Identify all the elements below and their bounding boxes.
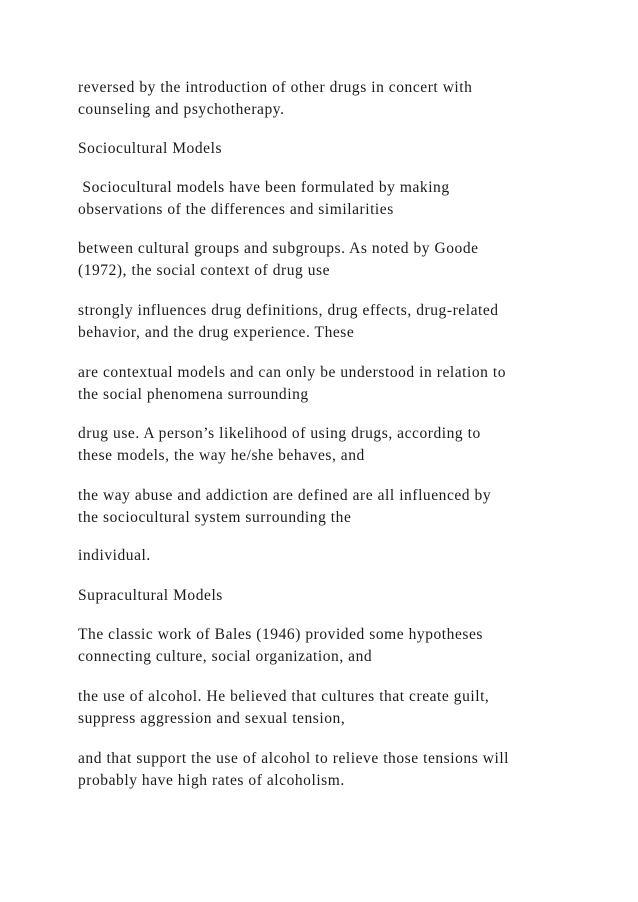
text-line: strongly influences drug definitions, drug effects, drug-related — [78, 302, 499, 319]
text-line: the way abuse and addiction are defined are all influenced by — [78, 487, 492, 504]
text-line: the use of alcohol. He believed that cultures that create guilt, — [78, 688, 490, 705]
paragraph — [78, 362, 618, 406]
text-line: are contextual models and can only be understood in relation to — [78, 364, 507, 381]
paragraph — [78, 177, 618, 221]
paragraph — [78, 238, 618, 282]
text-line: connecting culture, social organization, and — [78, 648, 373, 665]
text-line: The classic work of Bales (1946) provided some hypotheses — [78, 626, 483, 643]
section-heading-supracultural — [78, 585, 618, 607]
text-line: reversed by the introduction of other drugs in concert with — [78, 79, 473, 96]
text-line: probably have high rates of alcoholism. — [78, 772, 345, 789]
section-heading-sociocultural — [78, 138, 618, 160]
paragraph — [78, 545, 618, 567]
text-line: drug use. A person’s likelihood of using drugs, according to — [78, 425, 481, 442]
text-line: behavior, and the drug experience. These — [78, 324, 355, 341]
paragraph — [78, 77, 618, 121]
paragraph — [78, 748, 618, 792]
text-line: Supracultural Models — [78, 587, 223, 604]
text-line: individual. — [78, 547, 151, 564]
text-line: between cultural groups and subgroups. As noted by Goode — [78, 240, 479, 257]
text-line: observations of the differences and similarities — [78, 201, 394, 218]
text-line: suppress aggression and sexual tension, — [78, 710, 346, 727]
text-line: the social phenomena surrounding — [78, 386, 309, 403]
paragraph — [78, 686, 618, 730]
text-line: and that support the use of alcohol to relieve those tensions will — [78, 750, 510, 767]
paragraph — [78, 485, 618, 529]
text-line: (1972), the social context of drug use — [78, 262, 331, 279]
paragraph — [78, 624, 618, 668]
text-line: the sociocultural system surrounding the — [78, 509, 352, 526]
paragraph — [78, 423, 618, 467]
paragraph — [78, 300, 618, 344]
text-line: Sociocultural models have been formulated by making — [78, 179, 450, 196]
text-line: these models, the way he/she behaves, and — [78, 447, 365, 464]
text-line: Sociocultural Models — [78, 140, 223, 157]
text-line: counseling and psychotherapy. — [78, 101, 285, 118]
